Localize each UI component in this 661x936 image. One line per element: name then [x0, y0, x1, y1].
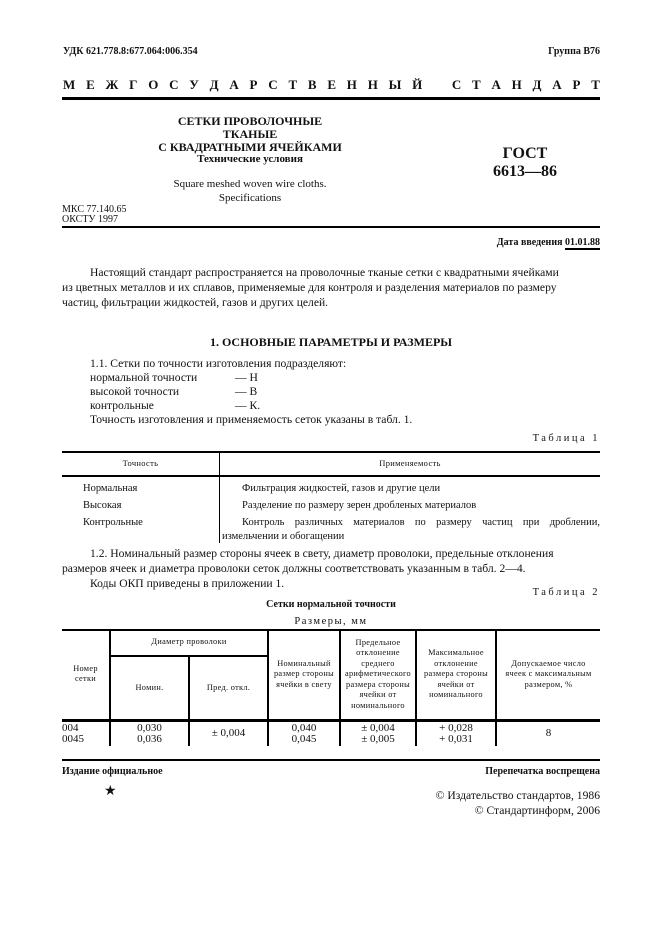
clause-1-1-intro: 1.1. Сетки по точности изготовления подразделяют: [90, 357, 347, 370]
title-line-1: СЕТКИ ПРОВОЛОЧНЫЕ ТКАНЫЕ [177, 114, 323, 141]
class-name: контрольные [90, 399, 154, 412]
reprint-prohibited: Перепечатка воспрещена [485, 766, 600, 777]
title-line-2: С КВАДРАТНЫМИ ЯЧЕЙКАМИ [158, 140, 342, 154]
table-1-cell: Высокая [83, 500, 122, 511]
table-2-header-limit-deviation: Пред. откл. [189, 656, 268, 720]
section-1-heading: 1. ОСНОВНЫЕ ПАРАМЕТРЫ И РАЗМЕРЫ [209, 335, 453, 349]
banner-letter: Д [532, 77, 542, 92]
table-2-header-max-deviation: Максимальное отклонение размера стороны ячейки от номинального [416, 630, 496, 720]
banner-letter: А [552, 77, 562, 92]
star-icon: ★ [104, 784, 117, 799]
table-1-cell: Контроль различных материалов по размеру частиц при дроблении, [242, 517, 600, 528]
class-code: — Н [235, 371, 258, 384]
table-2 [62, 630, 600, 746]
mesh-number: 0045 [62, 732, 84, 745]
table-1-cell: Фильтрация жидкостей, газов и другие цели [242, 483, 441, 494]
banner-letter: С [169, 77, 179, 92]
table-1-cell: Нормальная [83, 483, 138, 494]
banner-letter: О [148, 77, 159, 92]
max-deviation: + 0,031 [439, 732, 473, 745]
banner-letter: Н [346, 77, 357, 92]
table-2-header-wire-diameter: Диаметр проволоки [110, 630, 268, 656]
banner-letter: В [307, 77, 317, 92]
mks-code: МКС 77.140.65 [62, 204, 127, 215]
table-2-cell-wire-nominal [110, 720, 189, 746]
table-2-cell-wire-deviation: ± 0,004 [189, 720, 268, 746]
banner-letter: Й [412, 77, 423, 92]
banner-letter: С [268, 77, 278, 92]
interstate-standard-banner [63, 77, 600, 93]
table-2-title: Сетки нормальной точности [266, 599, 396, 610]
clause-1-1 [90, 357, 590, 427]
mesh-number: 004 [62, 721, 79, 734]
clause-1-2-line-2: размеров ячеек и диаметра проволоки сеток должны соответствовать указанным в табл. 2—4. [62, 562, 526, 575]
table-1-cell: Разделение по размеру зерен дробленых материалов [242, 500, 477, 511]
banner-rule [62, 97, 600, 100]
clause-1-2 [62, 546, 600, 591]
gost-label: ГОСТ [502, 145, 548, 162]
class-code: — К. [235, 399, 261, 412]
copyright [436, 788, 600, 818]
banner-letter: Т [591, 77, 600, 92]
table-2-header-mesh-number: Номер сетки [62, 630, 110, 720]
max-deviation: + 0,028 [439, 721, 473, 734]
group-code: Группа В76 [548, 46, 600, 57]
banner-letter: Е [86, 77, 95, 92]
udk-code: УДК 621.778.8:677.064:006.354 [63, 46, 198, 57]
table-2-label: Таблица 2 [532, 587, 600, 598]
clause-1-1-outro: Точность изготовления и применяемость сеток указаны в табл. 1. [90, 413, 413, 426]
table-2-header-nominal: Номин. [110, 656, 189, 720]
intro-line-1: Настоящий стандарт распространяется на проволочные тканые сетки с квадратными ячейками [90, 266, 559, 279]
effective-date [497, 237, 600, 248]
banner-letter: Н [511, 77, 522, 92]
table-1-cell: измельчении и обогащении [222, 531, 345, 542]
banner-letter: У [189, 77, 199, 92]
class-code: — В [235, 385, 258, 398]
copyright-line-1: © Издательство стандартов, 1986 [435, 789, 600, 802]
table-2-units: Размеры, мм [294, 616, 368, 627]
table-1-header-rule [62, 475, 600, 477]
banner-letter: Е [327, 77, 337, 92]
english-title-line-2: Specifications [218, 192, 282, 204]
title-rule [62, 226, 600, 228]
table-1-accuracy-column [83, 480, 143, 531]
class-control [90, 399, 590, 413]
table-1-header-accuracy: Точность [122, 458, 159, 468]
mean-deviation: ± 0,005 [361, 732, 395, 745]
table-1-label: Таблица 1 [532, 433, 600, 444]
table-2-cell-mesh [62, 720, 110, 746]
banner-letter: Д [209, 77, 219, 92]
copyright-line-2: © Стандартинформ, 2006 [474, 804, 600, 817]
intro-line-2: из цветных металлов и их сплавов, применяемые для контроля и разделения материалов по размеру [62, 281, 557, 294]
class-high [90, 385, 590, 399]
intro-paragraph [62, 265, 600, 310]
class-normal [90, 371, 590, 385]
table-2-header-nominal-size: Номинальный размер стороны ячейки в свету [268, 630, 340, 720]
table-1-top-rule [62, 451, 600, 453]
table-2-cell-max-deviation [416, 720, 496, 746]
banner-letter: А [491, 77, 501, 92]
english-title [150, 177, 350, 205]
nominal-size: 0,040 [291, 721, 317, 734]
banner-letter: М [63, 77, 76, 92]
table-1-usage-column [222, 480, 600, 542]
table-2-header-allowed-percent: Допускаемое число ячеек с максимальным размером, % [496, 630, 600, 720]
gost-designation [480, 145, 570, 181]
class-name: нормальной точности [90, 371, 198, 384]
clause-1-2-line-3: Коды ОКП приведены в приложении 1. [90, 577, 285, 590]
banner-letter: Ж [105, 77, 119, 92]
okstu-code: ОКСТУ 1997 [62, 214, 119, 225]
mean-deviation: ± 0,004 [361, 721, 395, 734]
doc-title [150, 115, 350, 154]
wire-nominal: 0,030 [137, 721, 162, 734]
table-1-cell: Контрольные [83, 517, 143, 528]
class-name: высокой точности [90, 385, 180, 398]
date-value: 01.01.88 [565, 237, 600, 248]
banner-letter: Т [472, 77, 481, 92]
intro-line-3: частиц, фильтрации жидкостей, газов и других целей. [62, 296, 329, 309]
banner-letter: Р [572, 77, 581, 92]
banner-letter: Т [288, 77, 298, 92]
english-title-line-1: Square meshed woven wire cloths. [173, 178, 327, 190]
gost-number: 6613—86 [493, 163, 557, 180]
footer-rule [62, 759, 600, 761]
banner-letter: Г [129, 77, 138, 92]
banner-letter: А [229, 77, 239, 92]
table-2-cell-mean-deviation [340, 720, 416, 746]
clause-1-2-line-1: 1.2. Номинальный размер стороны ячеек в свету, диаметр проволоки, предельные отклонения [90, 547, 554, 560]
table-1-header-usage: Применяемость [379, 458, 441, 468]
doc-subtitle: Технические условия [197, 153, 303, 165]
table-2-cell-allowed-percent: 8 [496, 720, 600, 746]
classification-codes [62, 205, 126, 225]
table-2-header-mean-deviation: Предельное отклонение среднего арифметического размера стороны ячейки от номинального [340, 630, 416, 720]
nominal-size: 0,045 [291, 732, 317, 745]
official-edition: Издание официальное [62, 766, 163, 777]
banner-letter: Ы [388, 77, 402, 92]
date-label: Дата введения [496, 237, 563, 248]
banner-letter: Н [367, 77, 378, 92]
banner-letter: С [451, 77, 462, 92]
wire-nominal: 0,036 [137, 732, 162, 745]
banner-letter: Р [249, 77, 258, 92]
table-2-cell-nominal-size [268, 720, 340, 746]
